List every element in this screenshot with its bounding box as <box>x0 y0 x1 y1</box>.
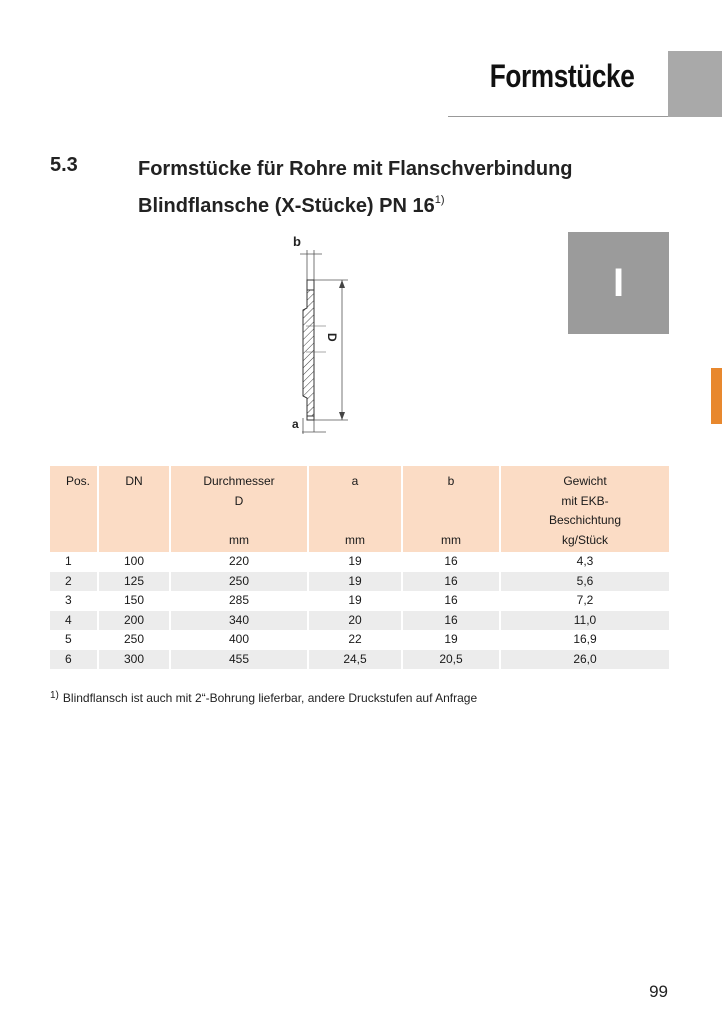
header-a-spacer1 <box>311 492 399 512</box>
header-a <box>308 466 402 552</box>
header-weight-unit: kg/Stück <box>561 532 609 547</box>
header-dn <box>98 466 170 552</box>
dimension-label-a: a <box>292 417 299 431</box>
cell-a: 20 <box>308 611 402 631</box>
header-b-unit: mm <box>441 532 461 547</box>
cell-weight: 11,0 <box>500 611 669 631</box>
chapter-tab: I <box>568 232 669 334</box>
header-weight-line1: Gewicht <box>563 474 607 488</box>
footnote-reference: 1) <box>434 194 445 206</box>
cell-weight: 5,6 <box>500 572 669 592</box>
cell-weight: 4,3 <box>500 552 669 572</box>
header-b-spacer1 <box>405 492 497 512</box>
chapter-header-title: Formstücke <box>489 58 634 94</box>
table-header-row <box>50 466 669 552</box>
header-a-unit: mm <box>345 532 365 547</box>
cell-dn: 100 <box>98 552 170 572</box>
cell-dn: 150 <box>98 591 170 611</box>
cell-dn: 250 <box>98 630 170 650</box>
cell-b: 16 <box>402 591 500 611</box>
header-diameter-spacer <box>173 511 305 531</box>
cell-a: 19 <box>308 572 402 592</box>
header-gray-block <box>668 51 722 117</box>
cell-pos: 5 <box>50 630 98 650</box>
footnote-text: Blindflansch ist auch mit 2“-Bohrung lieferbar, andere Druckstufen auf Anfrage <box>62 691 478 705</box>
dimension-label-D: D <box>325 333 339 342</box>
header-diameter-unit: mm <box>229 532 249 547</box>
header-b-label: b <box>447 474 455 488</box>
cell-weight: 16,9 <box>500 630 669 650</box>
header-b <box>402 466 500 552</box>
orange-edge-marker <box>711 368 722 424</box>
section-number: 5.3 <box>50 154 78 176</box>
cell-weight: 26,0 <box>500 650 669 670</box>
cell-pos: 4 <box>50 611 98 631</box>
cell-pos: 1 <box>50 552 98 572</box>
cell-diameter: 250 <box>170 572 308 592</box>
table-row <box>50 611 669 631</box>
section-title-line2-text: Blindflansche (X-Stücke) PN 16 <box>138 195 435 217</box>
header-b-spacer2 <box>405 511 497 531</box>
cell-b: 16 <box>402 552 500 572</box>
section-title-line2 <box>138 185 573 222</box>
cell-diameter: 285 <box>170 591 308 611</box>
header-diameter-line1: Durchmesser <box>203 474 275 488</box>
cell-diameter: 455 <box>170 650 308 670</box>
header-a-label: a <box>351 474 359 488</box>
cell-diameter: 220 <box>170 552 308 572</box>
table-row <box>50 650 669 670</box>
cell-pos: 3 <box>50 591 98 611</box>
footnote-marker: 1) <box>50 690 59 701</box>
header-dn-label: DN <box>125 474 143 488</box>
header-weight-line2: mit EKB- <box>561 493 609 508</box>
footnote <box>50 690 477 705</box>
cell-pos: 2 <box>50 572 98 592</box>
cell-dn: 200 <box>98 611 170 631</box>
cell-b: 20,5 <box>402 650 500 670</box>
cell-pos: 6 <box>50 650 98 670</box>
cell-dn: 300 <box>98 650 170 670</box>
cell-a: 19 <box>308 591 402 611</box>
table-row <box>50 552 669 572</box>
dimensions-table <box>50 466 669 669</box>
table-row <box>50 591 669 611</box>
blind-flange-drawing <box>280 228 360 440</box>
table-row <box>50 572 669 592</box>
cell-a: 24,5 <box>308 650 402 670</box>
cell-dn: 125 <box>98 572 170 592</box>
section-title <box>138 154 573 222</box>
header-a-spacer2 <box>311 511 399 531</box>
cell-diameter: 340 <box>170 611 308 631</box>
dimension-label-b: b <box>293 234 301 249</box>
header-diameter-line2: D <box>234 493 244 508</box>
header-diameter <box>170 466 308 552</box>
cell-b: 16 <box>402 611 500 631</box>
section-title-line1: Formstücke für Rohre mit Flanschverbindung <box>138 158 573 180</box>
header-divider <box>448 116 668 117</box>
cell-weight: 7,2 <box>500 591 669 611</box>
cell-a: 19 <box>308 552 402 572</box>
page-number: 99 <box>649 982 668 1001</box>
header-weight <box>500 466 669 552</box>
header-pos <box>50 466 98 552</box>
cell-b: 19 <box>402 630 500 650</box>
cell-diameter: 400 <box>170 630 308 650</box>
header-weight-line3: Beschichtung <box>548 513 622 527</box>
cell-b: 16 <box>402 572 500 592</box>
header-pos-label: Pos. <box>66 474 91 488</box>
table-row <box>50 630 669 650</box>
cell-a: 22 <box>308 630 402 650</box>
